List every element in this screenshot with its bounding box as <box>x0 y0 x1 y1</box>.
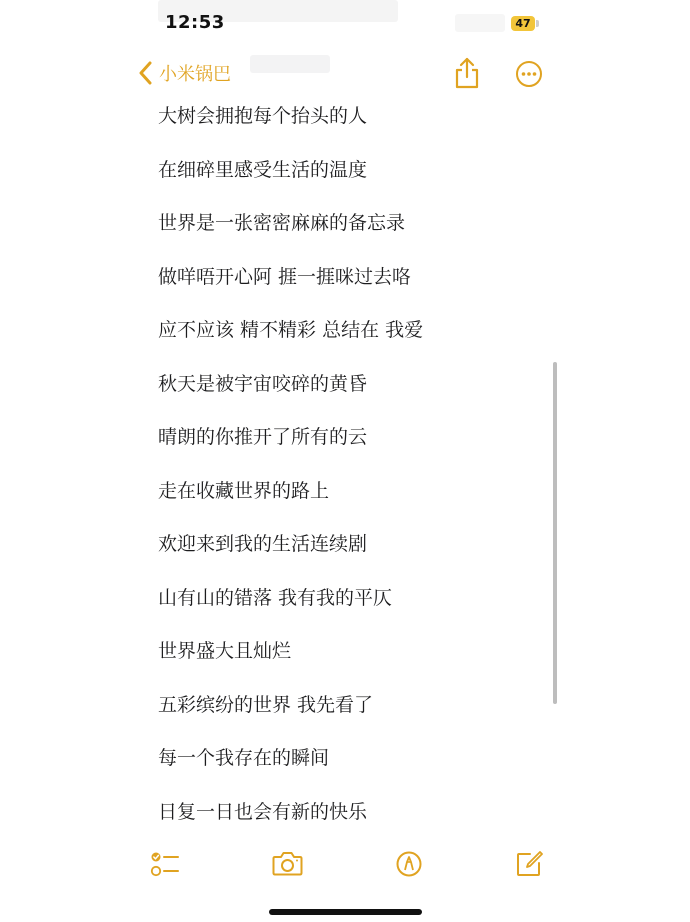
camera-icon <box>272 851 303 876</box>
checklist-icon <box>150 851 180 877</box>
back-label: 小米锅巴 <box>159 64 231 85</box>
scrolled-text-ghost <box>455 14 505 32</box>
note-line[interactable]: 在细碎里感受生活的温度 <box>158 159 368 181</box>
note-line[interactable]: 应不应该 精不精彩 总结在 我爱 <box>158 319 424 341</box>
battery-tip <box>536 20 539 27</box>
status-time: 12:53 <box>165 12 225 33</box>
note-line[interactable]: 欢迎来到我的生活连续剧 <box>158 533 368 555</box>
note-line[interactable]: 五彩缤纷的世界 我先看了 <box>158 694 374 716</box>
note-line[interactable]: 大树会拥抱每个抬头的人 <box>158 105 368 127</box>
note-line[interactable]: 每一个我存在的瞬间 <box>158 747 330 769</box>
scroll-indicator[interactable] <box>553 362 557 704</box>
note-line[interactable]: 山有山的错落 我有我的平仄 <box>158 587 393 609</box>
more-ellipsis-icon <box>515 60 543 88</box>
share-icon <box>453 57 481 89</box>
note-line[interactable]: 秋天是被宇宙咬碎的黄昏 <box>158 373 368 395</box>
note-line[interactable]: 走在收藏世界的路上 <box>158 480 330 502</box>
note-line[interactable]: 晴朗的你推开了所有的云 <box>158 426 368 448</box>
share-button[interactable] <box>453 57 481 89</box>
compose-button[interactable] <box>516 850 543 877</box>
note-line[interactable]: 世界是一张密密麻麻的备忘录 <box>158 212 406 234</box>
note-line[interactable]: 做咩唔开心阿 捱一捱咪过去咯 <box>158 266 412 288</box>
camera-button[interactable] <box>272 851 303 876</box>
chevron-left-icon <box>139 61 153 85</box>
scrolled-text-ghost <box>158 0 398 22</box>
back-button[interactable] <box>139 60 231 86</box>
compose-icon <box>516 850 543 877</box>
note-line[interactable]: 日复一日也会有新的快乐 <box>158 801 368 823</box>
scrolled-text-ghost <box>250 55 330 73</box>
checklist-button[interactable] <box>150 851 180 877</box>
markup-button[interactable] <box>396 851 422 877</box>
markup-pen-icon <box>396 851 422 877</box>
home-indicator[interactable] <box>269 909 422 915</box>
note-line[interactable]: 世界盛大且灿烂 <box>158 640 292 662</box>
more-button[interactable] <box>515 60 543 88</box>
battery-icon: 47 <box>511 16 535 31</box>
